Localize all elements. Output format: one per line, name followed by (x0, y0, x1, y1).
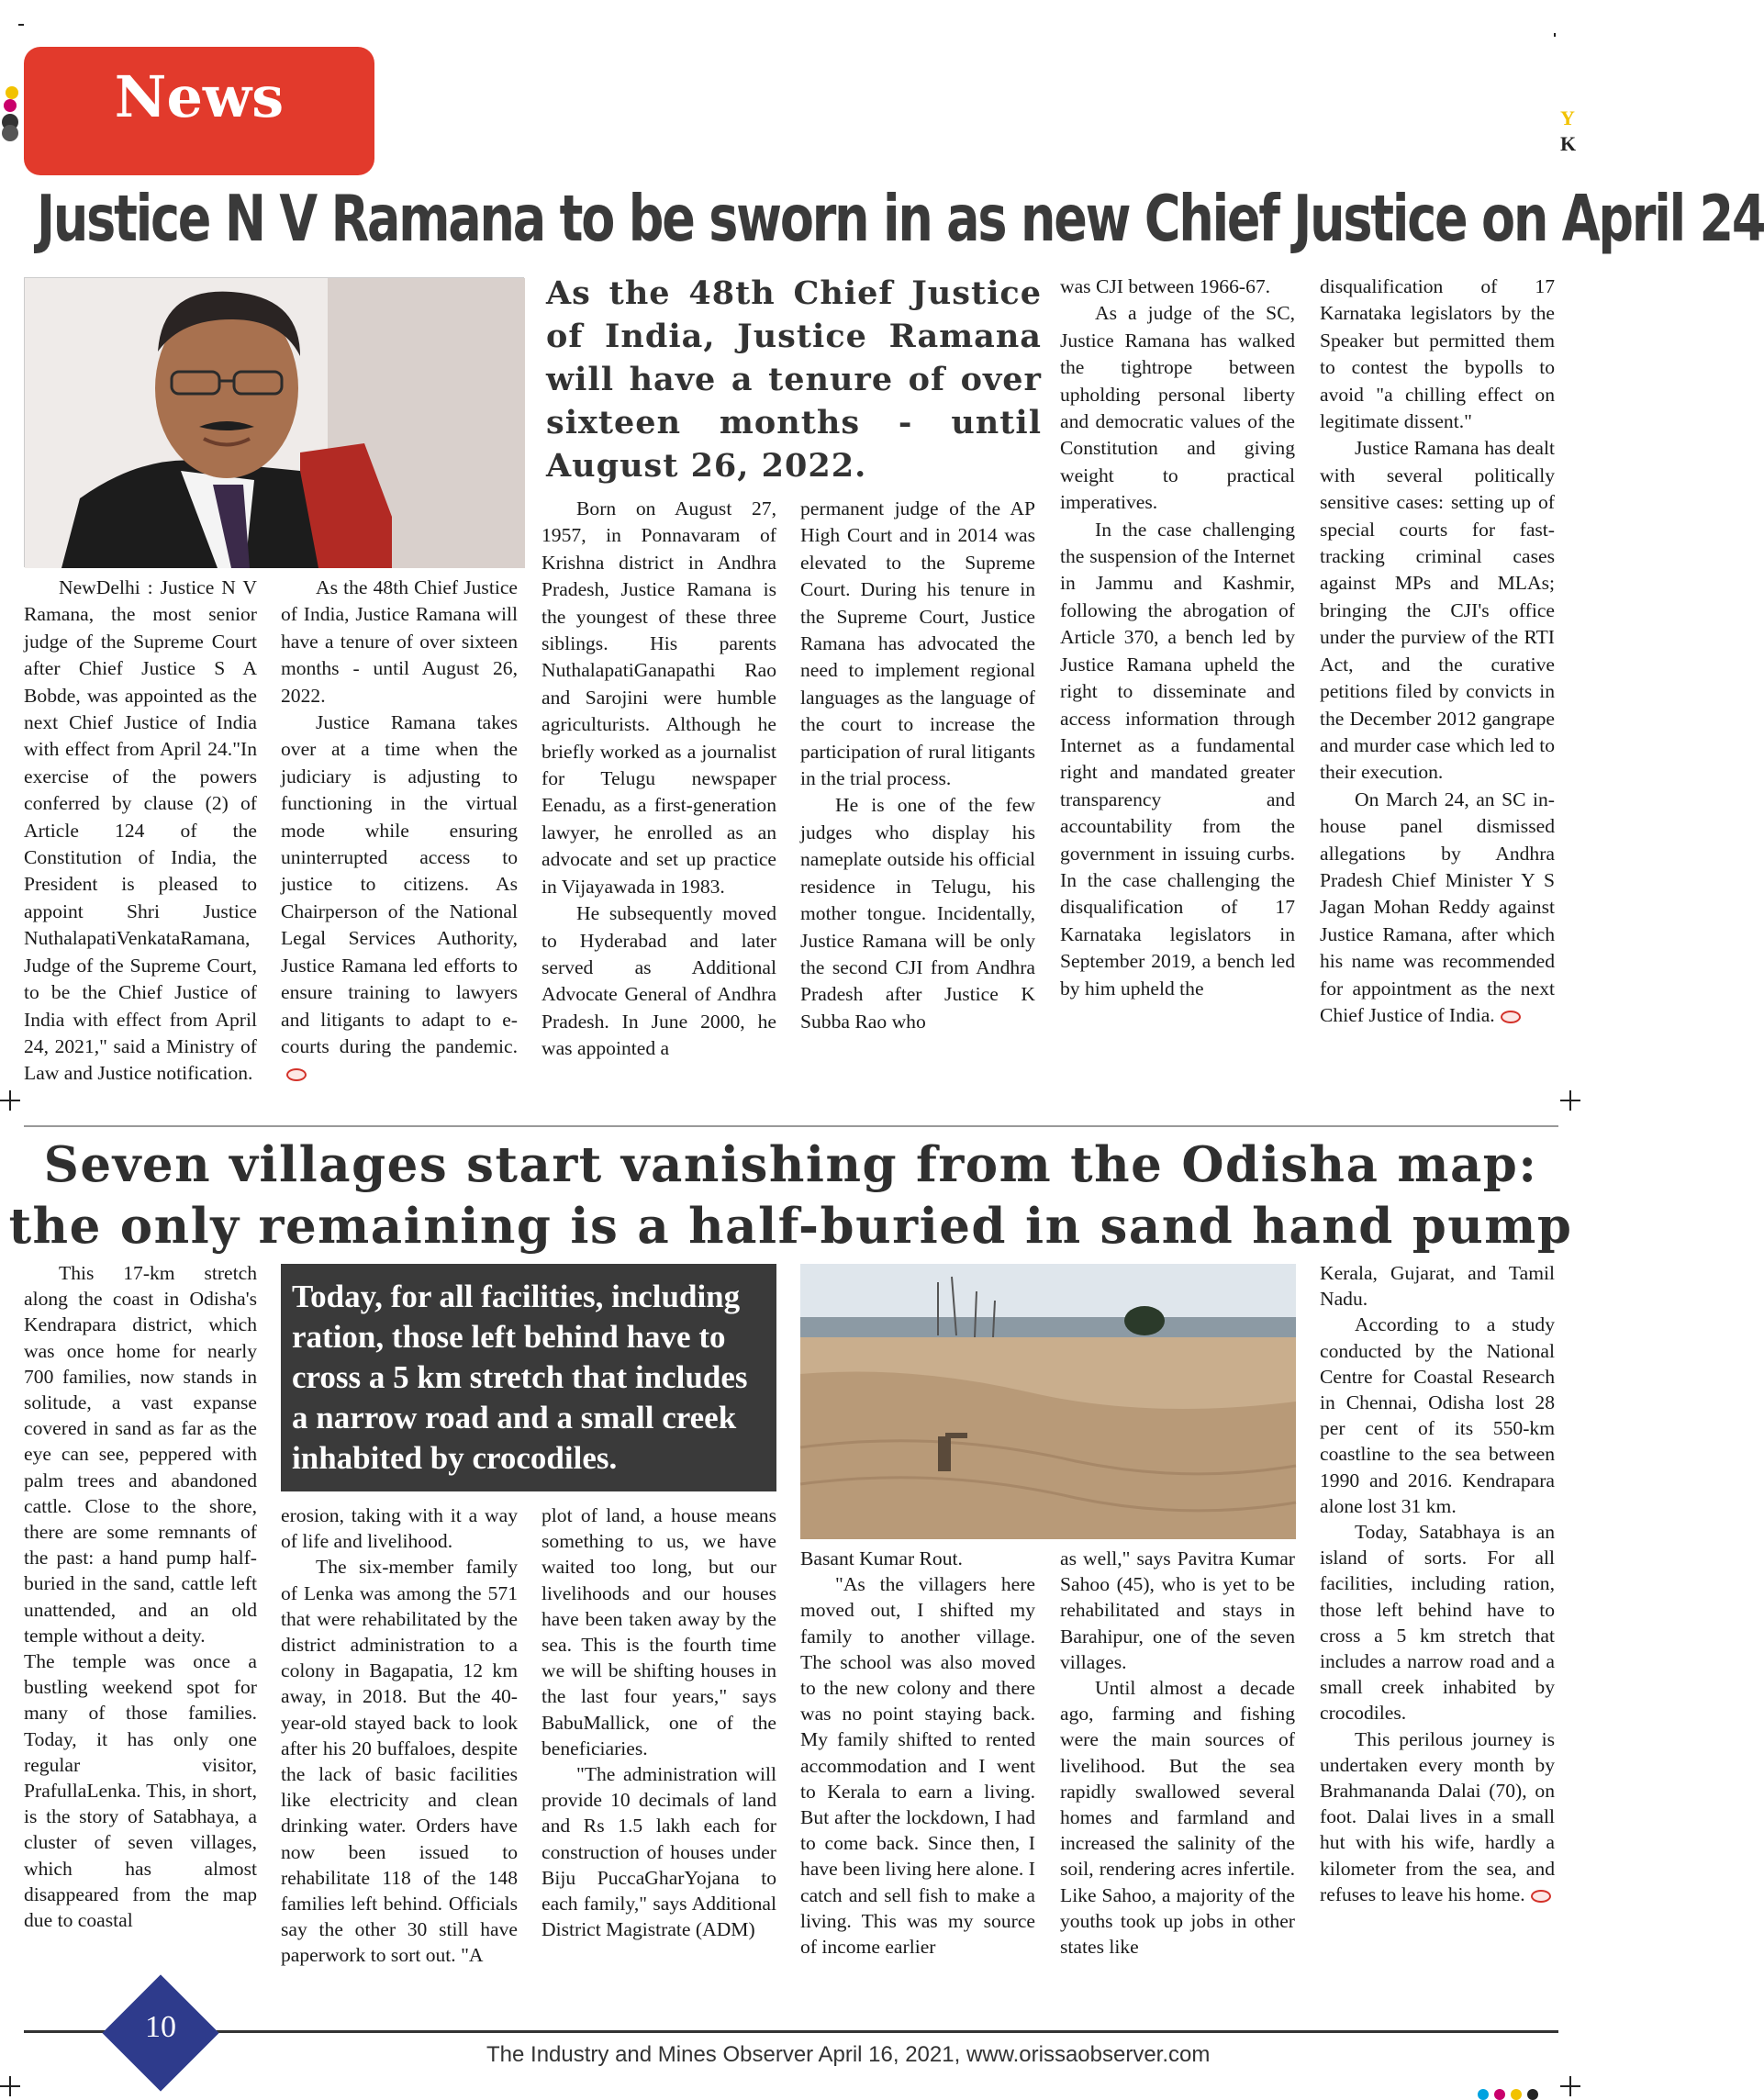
paragraph: This perilous journey is undertaken every month by Brahmananda Dalai (70), on foot. Dalai lives in a small hut with his wife, hardly a kilometer from the sea, and refuses to leave his home. (1320, 1727, 1555, 1905)
registration-dot-yellow (6, 86, 18, 99)
beach-photo (800, 1264, 1296, 1539)
story2-column-4 (800, 1546, 1035, 1960)
footer-publication-line: The Industry and Mines Observer April 16, 2021, www.orissaobserver.com (486, 2042, 1211, 2067)
paragraph: erosion, taking with it a way of life and livelihood. (281, 1504, 518, 1553)
story2-pullquote-box (281, 1264, 776, 1491)
story-divider (24, 1125, 1558, 1127)
paragraph: Justice Ramana takes over at a time when the judiciary is adjusting to functioning in the virtual mode while ensuring uninterrupted access to justice to citizens. As Chairperson of the National Legal Services Authority, Justice Ramana led efforts to ensure training to lawyers and litigants to adapt to e-courts during the pandemic. (281, 709, 518, 1088)
page-number: 10 (145, 2010, 176, 2044)
story1-column-1 (24, 575, 257, 1088)
story1-pullquote: As the 48th Chief Justice of India, Justice Ramana will have a tenure of over sixteen months - until August 26, 2022. (546, 274, 1042, 485)
paragraph: plot of land, a house means something to us, we have waited too long, but our livelihoods and our houses have been taken away by the sea. This is the fourth time we will be shifting houses in the last four years," says BabuMallick, one of the beneficiaries. (541, 1504, 776, 1759)
crop-mark (9, 1090, 11, 1111)
paragraph: "As the villagers here moved out, I shifted my family to another village. The school was also moved to the new colony and there was no point staying back. My family shifted to rented accommodation and I went to Kerala to earn a living. But after the lockdown, I had to come back. Since then, I have been living here alone. I catch and sell fish to make a living. This was my source of income earlier (800, 1573, 1035, 1959)
paragraph: as well," says Pavitra Kumar Sahoo (45), who is yet to be rehabilitated and stays in Barahipur, one of the seven villages. (1060, 1547, 1295, 1673)
end-of-story-icon (1501, 1011, 1521, 1023)
paragraph: Born on August 27, 1957, in Ponnavaram of Krishna district in Andhra Pradesh, Justice Ramana is the youngest of these three siblings. His parents NuthalapatiGanapathi Rao and Sarojini were humble agriculturists. Although he briefly worked as a journalist for Telugu newspaper Eenadu, as a first-generation lawyer, he enrolled as an advocate and set up practice in Vijayawada in 1983. (541, 497, 776, 898)
end-of-story-icon (1531, 1890, 1551, 1903)
paragraph: "The administration will provide 10 decimals of land and Rs 1.5 lakh each for construction of houses under Biju PuccaGharYojana to each family," says Additional District Magistrate (ADM) (541, 1763, 776, 1941)
paragraph: The temple was once a bustling weekend spot for many of those families. Today, it has only one regular visitor, PrafullaLenka. This, in short, is the story of Satabhaya, a cluster of seven villages, which has almost disappeared from the map due to coastal (24, 1650, 257, 1932)
paragraph: He is one of the few judges who display his nameplate outside his official residence in Telugu, his mother tongue. Incidentally, Justice Ramana will be only the second CJI from Andhra Pradesh after Justice K Subba Rao who (800, 794, 1035, 1033)
registration-dot-magenta (1494, 2089, 1505, 2100)
paragraph: The six-member family of Lenka was among the 571 that were rehabilitated by the district administration to a colony in Bagapatia, 12 km away, in 2018. But the 40-year-old stayed back to look after his 20 buffaloes, despite the lack of basic facilities like electricity and clean drinking water. Orders have now been issued to rehabilitate 118 of the 148 families left behind. Officials say the other 30 still have paperwork to sort out. "A (281, 1556, 518, 1967)
section-label: News (114, 63, 285, 130)
story1-column-4 (800, 496, 1035, 1035)
paragraph: He subsequently moved to Hyderabad and later served as Additional Advocate General of Andhra Pradesh. In June 2000, he was appointed a (541, 902, 776, 1060)
cmyk-label-k: K (1560, 132, 1577, 155)
section-badge (24, 47, 374, 175)
paragraph: In the case challenging the suspension of the Internet in Jammu and Kashmir, following the abrogation of Article 370, a bench led by Justice Ramana upheld the right to disseminate and access information through Internet as a fundamental right and mandated greater transparency and accountability from the government in issuing curbs. In the case challenging the disqualification of 17 Karnataka legislators in September 2019, a bench led by him upheld the (1060, 518, 1295, 1000)
registration-dot-magenta (4, 99, 17, 112)
paragraph: Justice Ramana has dealt with several politically sensitive cases: setting up of special courts for fast-tracking criminal cases against MPs and MLAs; bringing the CJI's office under the purview of the RTI Act, and the curative petitions filed by convicts in the December 2012 gangrape and murder case which led to their execution. (1320, 437, 1555, 784)
registration-dot-yellow (1511, 2089, 1522, 2100)
crop-mark (9, 2076, 11, 2096)
paragraph: Basant Kumar Rout. (800, 1547, 963, 1569)
story1-column-3 (541, 496, 776, 1063)
story2-column-2 (281, 1502, 518, 1969)
end-of-story-icon (286, 1068, 307, 1081)
paragraph: Today, Satabhaya is an island of sorts. For all facilities, including ration, those left behind have to cross a 5 km stretch that includes a narrow road and a small creek inhabited by crocodiles. (1320, 1521, 1555, 1725)
story2-pullquote: Today, for all facilities, including ration, those left behind have to cross a 5 km stretch that includes a narrow road and a small creek inhabited by crocodiles. (292, 1279, 748, 1476)
story1-column-2 (281, 575, 518, 1088)
footer-rule (24, 2030, 1558, 2033)
paragraph: Until almost a decade ago, farming and fishing were the main sources of livelihood. But the sea rapidly swallowed several homes and farmland and increased the salinity of the soil, rendering acres infertile. Like Sahoo, a majority of the youths took up jobs in other states like (1060, 1677, 1295, 1959)
story2-column-5 (1060, 1546, 1295, 1960)
story2-headline-line2: the only remaining is a half-buried in sand hand pump (8, 1198, 1573, 1255)
story2-headline-line1: Seven villages start vanishing from the Odisha map: (43, 1136, 1538, 1193)
story2-column-1 (24, 1260, 257, 1933)
crop-mark (1569, 2076, 1571, 2096)
paragraph: This 17-km stretch along the coast in Odisha's Kendrapara district, which was once home for nearly 700 families, now stands in solitude, a vast expanse covered in sand as far as the eye can see, peppered with palm trees and abandoned cattle. Close to the shore, there are some remnants of the past: a hand pump half-buried in the sand, cattle left unattended, and an old temple without a deity. (24, 1262, 257, 1647)
paragraph: As the 48th Chief Justice of India, Justice Ramana will have a tenure of over sixteen months - until August 26, 2022. (281, 576, 518, 707)
justice-portrait-photo (24, 277, 524, 567)
paragraph: was CJI between 1966-67. (1060, 275, 1271, 297)
paragraph: According to a study conducted by the National Centre for Coastal Research in Chennai, Odisha lost 28 per cent of its 550-km coastline to the sea between 1990 and 2016. Kendrapara alone lost 31 km. (1320, 1313, 1555, 1517)
story1-column-5 (1060, 274, 1295, 1002)
story2-column-3 (541, 1502, 776, 1942)
crop-mark (1554, 33, 1556, 37)
story2-column-6 (1320, 1260, 1555, 1907)
portrait-illustration (25, 278, 525, 568)
paragraph: As a judge of the SC, Justice Ramana has walked the tightrope between upholding personal liberty and democratic values of the Constitution and giving weight to practical imperatives. (1060, 302, 1295, 514)
crop-mark (18, 24, 24, 26)
beach-illustration (800, 1264, 1296, 1539)
crop-mark (1569, 1090, 1571, 1111)
paragraph: disqualification of 17 Karnataka legislators by the Speaker but permitted them to contest the bypolls to avoid "a chilling effect on legitimate dissent." (1320, 275, 1555, 433)
registration-dot-black (1527, 2089, 1538, 2100)
story1-column-6 (1320, 274, 1555, 1029)
paragraph: Kerala, Gujarat, and Tamil Nadu. (1320, 1262, 1555, 1311)
paragraph: NewDelhi : Justice N V Ramana, the most senior judge of the Supreme Court after Chief Justice S A Bobde, was appointed as the next Chief Justice of India with effect from April 24."In exercise of the powers conferred by clause (2) of Article 124 of the Constitution of India, the President is pleased to appoint Shri Justice NuthalapatiVenkataRamana, Judge of the Supreme Court, to be the Chief Justice of India with effect from April 24, 2021," said a Ministry of Law and Justice notification. (24, 576, 257, 1085)
registration-dot-black (2, 125, 18, 141)
cmyk-label-y: Y (1560, 106, 1575, 129)
paragraph: On March 24, an SC in-house panel dismissed allegations by Andhra Pradesh Chief Minister Y S Jagan Mohan Reddy against Justice Ramana, after which his name was recommended for appointment as the next Chief Justice of India. (1320, 788, 1555, 1026)
registration-dot-cyan (1478, 2089, 1489, 2100)
story1-headline: Justice N V Ramana to be sworn in as new Chief Justice on April 24 (37, 182, 1764, 256)
paragraph: permanent judge of the AP High Court and in 2014 was elevated to the Supreme Court. During his tenure in the Supreme Court, Justice Ramana has advocated the need to implement regional languages as the language of the court to increase the participation of rural litigants in the trial process. (800, 497, 1035, 790)
